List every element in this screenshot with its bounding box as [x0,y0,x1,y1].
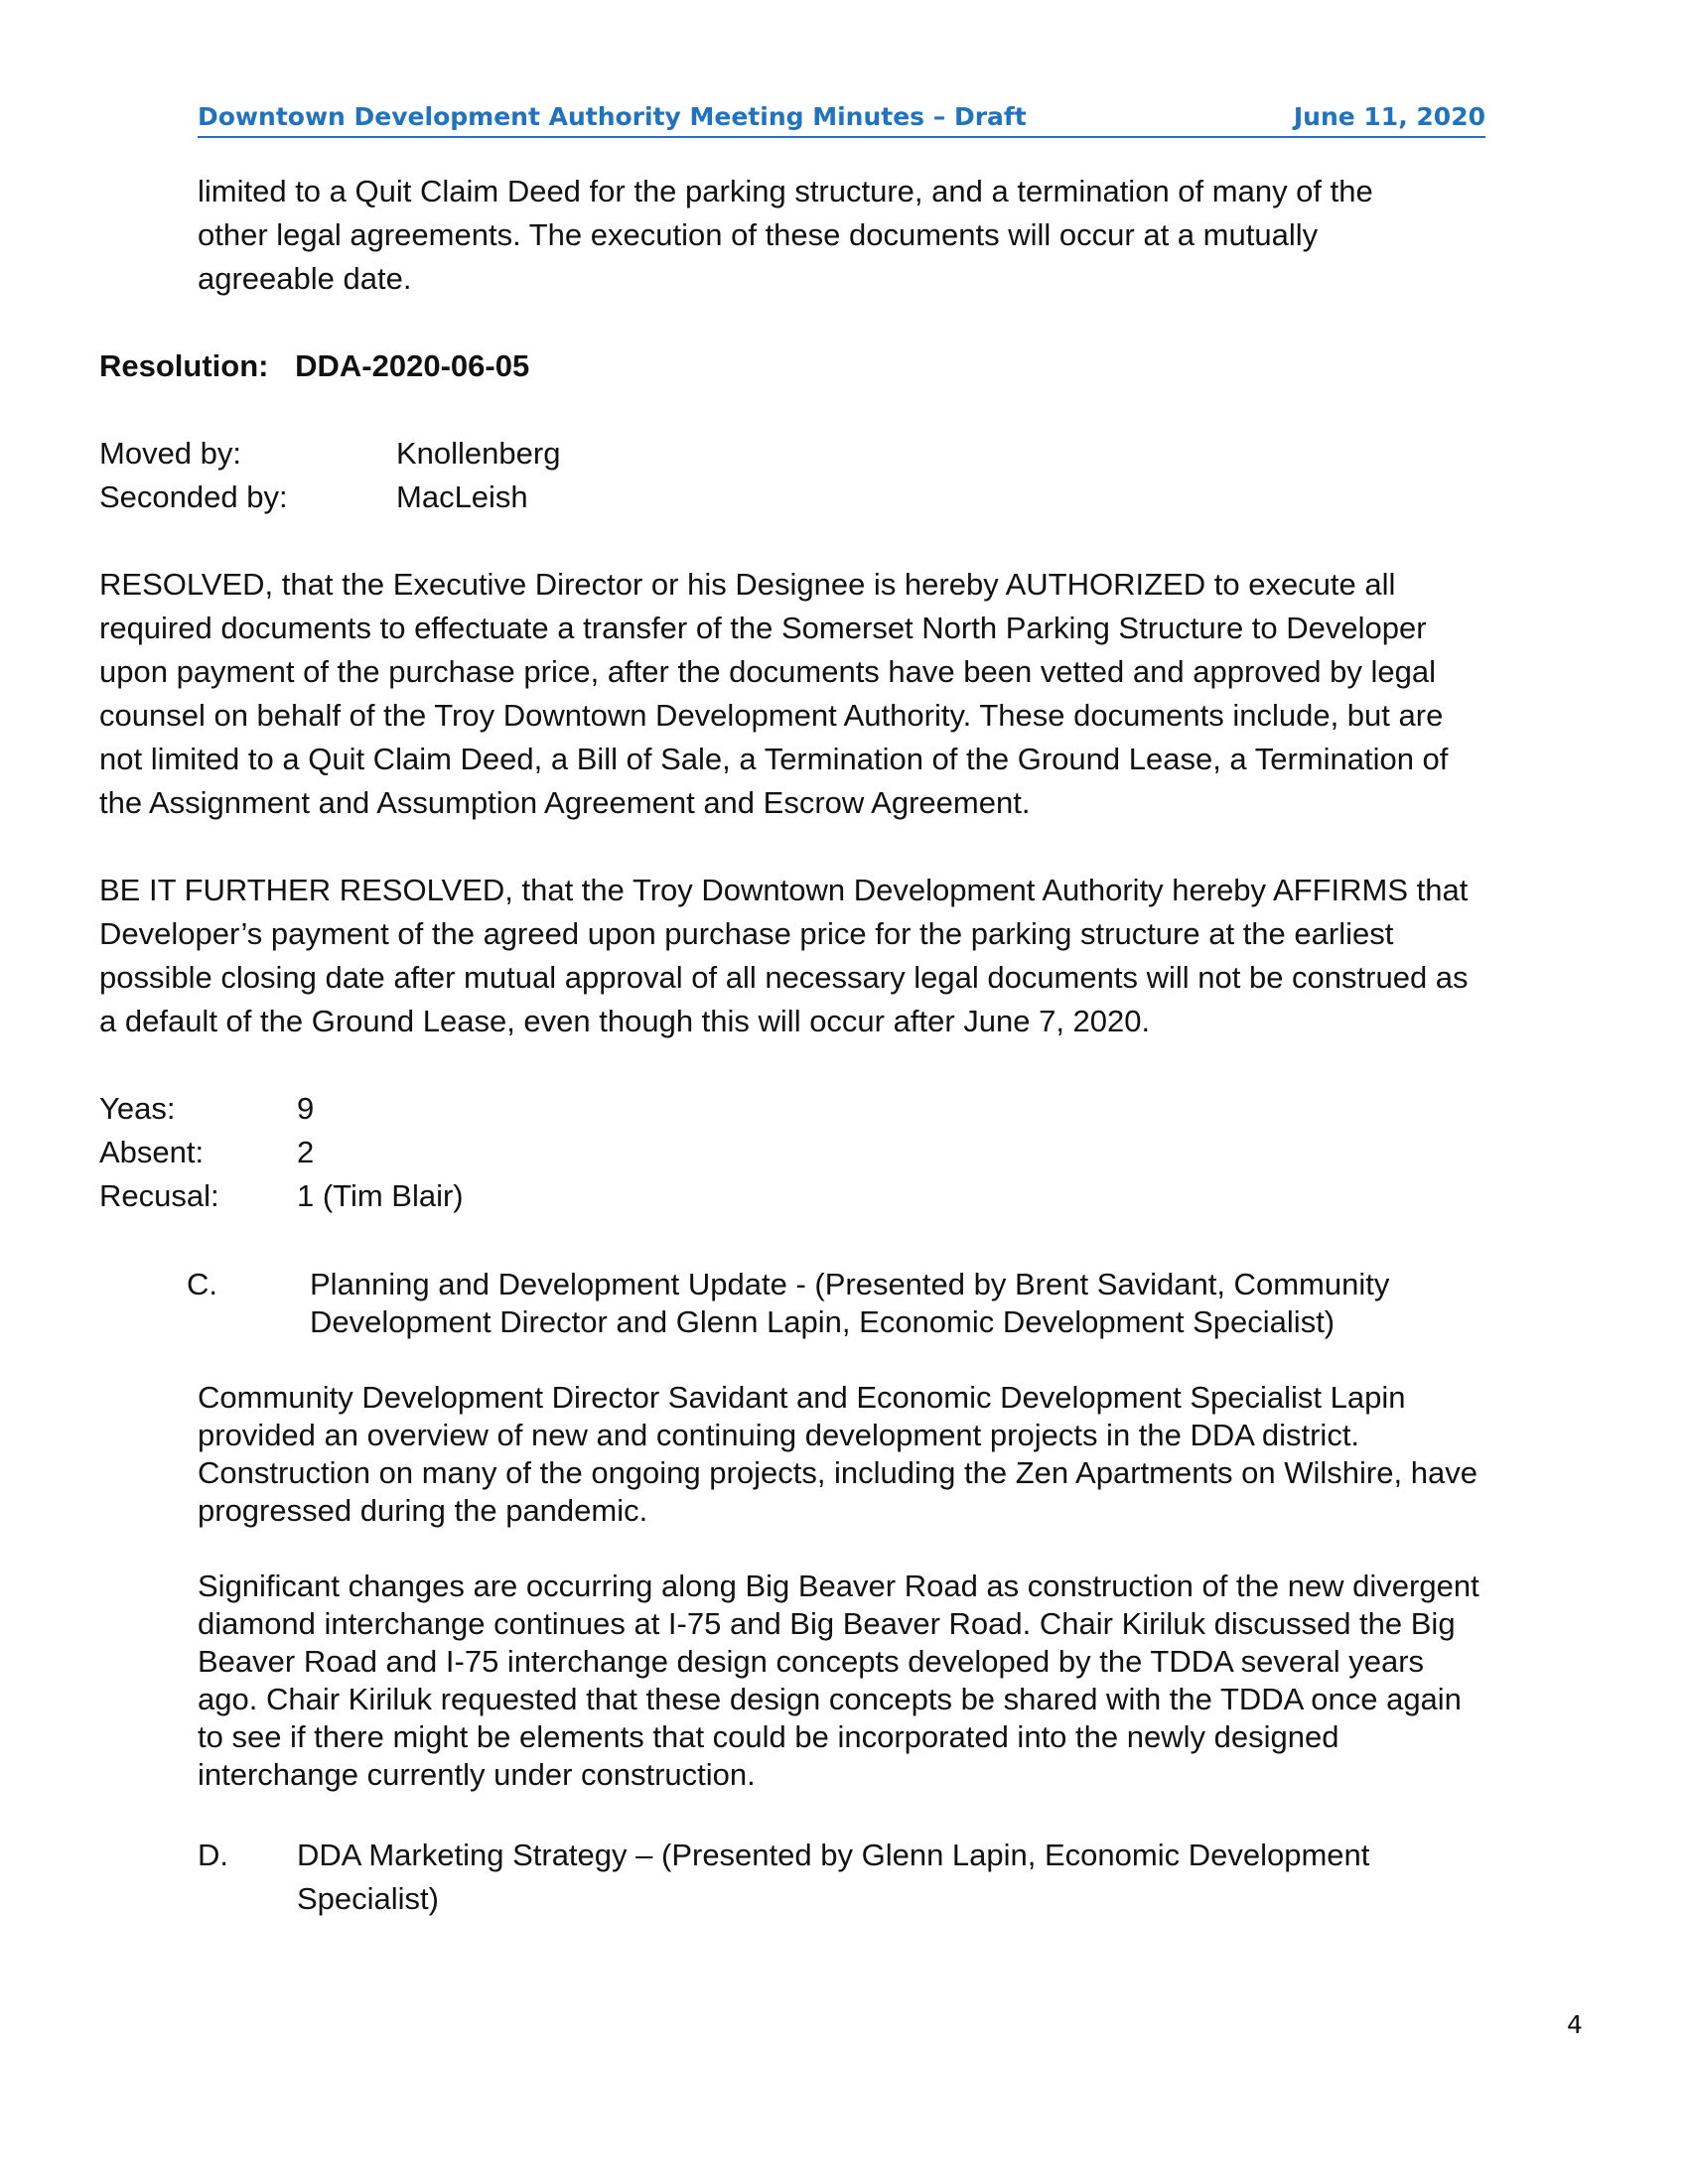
page-header [198,100,1485,138]
resolution-number: DDA-2020-06-05 [295,348,530,383]
item-d-heading [297,1834,1369,1921]
resolution-label: Resolution: [99,348,269,383]
item-c-paragraph-2 [198,1568,1479,1794]
text-line: Development Director and Glenn Lapin, Economic Development Specialist) [310,1304,1336,1339]
text-line: progressed during the pandemic. [198,1493,648,1528]
vote-label-recusal: Recusal: [99,1178,219,1213]
text-line: Community Development Director Savidant and Economic Development Specialist Lapin [198,1380,1406,1415]
text-line: agreeable date. [198,261,412,296]
header-date: June 11, 2020 [1293,102,1485,131]
seconded-by-label: Seconded by: [99,479,288,514]
seconded-by-value: MacLeish [396,479,528,514]
text-line: a default of the Ground Lease, even though this will occur after June 7, 2020. [99,1004,1151,1038]
text-line: ago. Chair Kiriluk requested that these design concepts be shared with the TDDA once again [198,1682,1462,1716]
text-line: BE IT FURTHER RESOLVED, that the Troy Downtown Development Authority hereby AFFIRMS that [99,873,1469,907]
text-line: Developer’s payment of the agreed upon purchase price for the parking structure at the earliest [99,916,1394,951]
text-line: not limited to a Quit Claim Deed, a Bill of Sale, a Termination of the Ground Lease, a Termination of [99,742,1449,776]
resolution-heading [99,344,529,388]
page-number: 4 [1567,2010,1583,2039]
vote-label-absent: Absent: [99,1135,205,1169]
item-c-heading [310,1266,1389,1341]
text-line: RESOLVED, that the Executive Director or his Designee is hereby AUTHORIZED to execute all [99,567,1396,602]
text-line: counsel on behalf of the Troy Downtown Development Authority. These documents include, but are [99,698,1444,733]
continuation-paragraph [198,170,1373,301]
moved-by-label: Moved by: [99,436,242,471]
vote-value-yeas: 9 [297,1091,315,1126]
item-c-letter: C. [187,1267,217,1301]
text-line: Specialist) [297,1881,439,1916]
text-line: diamond interchange continues at I-75 and Big Beaver Road. Chair Kiriluk discussed the Big [198,1606,1456,1641]
vote-value-recusal: 1 (Tim Blair) [297,1178,464,1213]
text-line: Construction on many of the ongoing projects, including the Zen Apartments on Wilshire, have [198,1455,1477,1490]
text-line: Beaver Road and I-75 interchange design concepts developed by the TDDA several years [198,1644,1425,1679]
text-line: required documents to effectuate a transfer of the Somerset North Parking Structure to Developer [99,611,1427,645]
text-line: the Assignment and Assumption Agreement and Escrow Agreement. [99,785,1031,820]
vote-value-absent: 2 [297,1135,315,1169]
item-c-paragraph-1 [198,1379,1477,1530]
text-line: DDA Marketing Strategy – (Presented by Glenn Lapin, Economic Development [297,1838,1370,1872]
resolved-paragraph [99,563,1448,825]
item-d-letter: D. [198,1838,228,1872]
text-line: Planning and Development Update - (Presented by Brent Savidant, Community [310,1267,1390,1301]
vote-label-yeas: Yeas: [99,1091,176,1126]
text-line: limited to a Quit Claim Deed for the parking structure, and a termination of many of the [198,174,1373,208]
text-line: other legal agreements. The execution of these documents will occur at a mutually [198,217,1319,252]
text-line: possible closing date after mutual approval of all necessary legal documents will not be construed as [99,960,1469,995]
text-line: provided an overview of new and continuing development projects in the DDA district. [198,1418,1360,1452]
header-title: Downtown Development Authority Meeting Minutes – Draft [198,102,1027,131]
moved-by-value: Knollenberg [396,436,561,471]
text-line: upon payment of the purchase price, after the documents have been vetted and approved by legal [99,654,1436,689]
text-line: to see if there might be elements that could be incorporated into the newly designed [198,1719,1339,1754]
text-line: Significant changes are occurring along Big Beaver Road as construction of the new divergent [198,1569,1479,1603]
text-line: interchange currently under construction. [198,1757,756,1792]
further-resolved-paragraph [99,869,1469,1043]
